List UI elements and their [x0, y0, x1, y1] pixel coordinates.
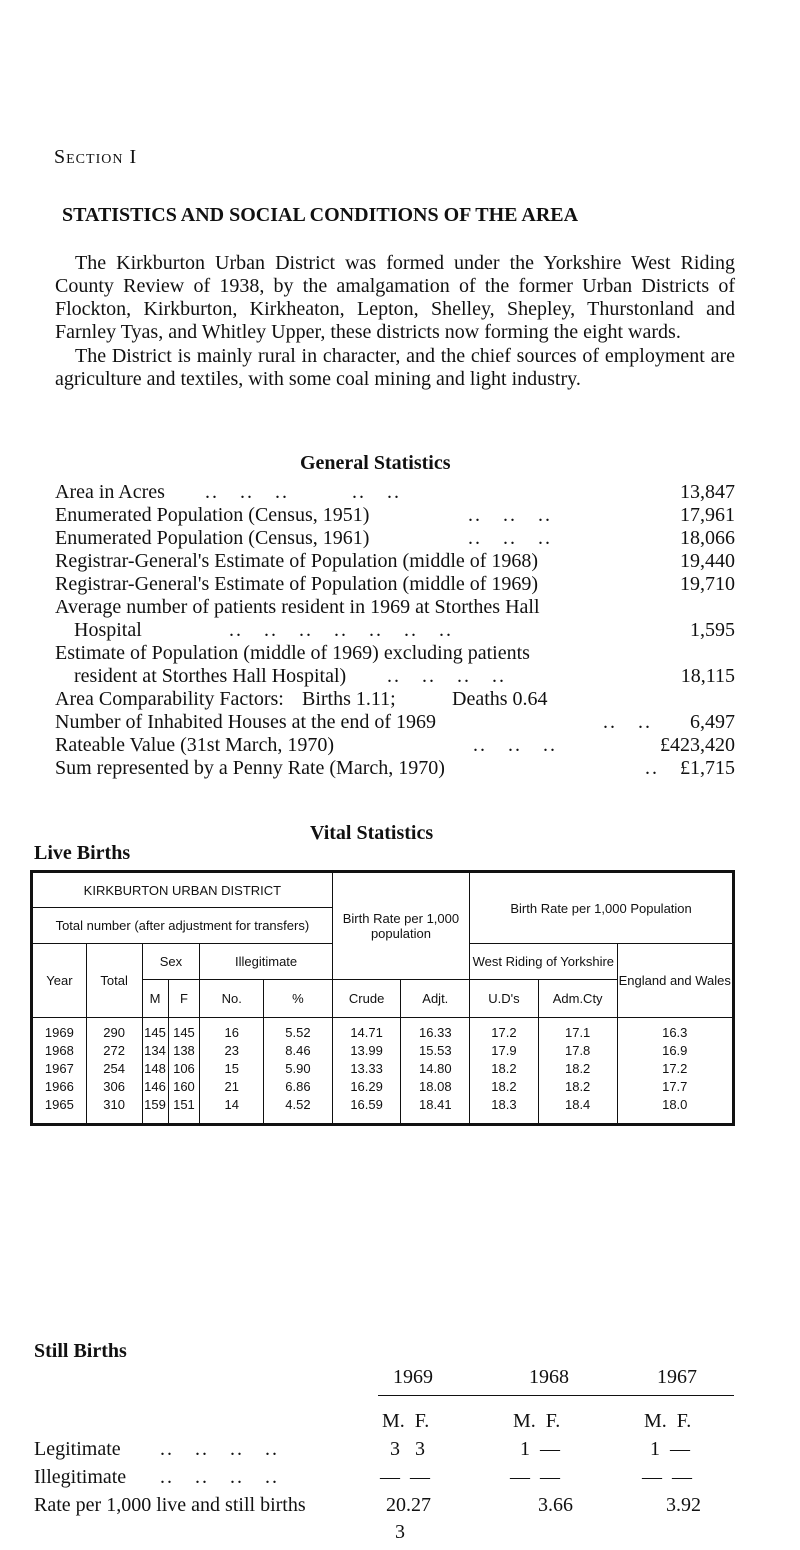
- stat-value: 13,847: [680, 481, 735, 503]
- stat-value: 19,710: [680, 573, 735, 595]
- birth-rate-pop-header: Birth Rate per 1,000 Population: [470, 872, 734, 944]
- rate-label: Rate per 1,000 live and still births: [34, 1494, 306, 1516]
- stat-label: Number of Inhabited Houses at the end of 1969: [55, 711, 437, 733]
- stat-label: Rateable Value (31st March, 1970): [55, 734, 334, 756]
- england-wales-header: England and Wales: [617, 944, 733, 1018]
- england-wales-column: 16.3 16.9 17.2 17.7 18.0: [617, 1018, 733, 1125]
- leader-dots: .. ..: [603, 711, 652, 733]
- stat-penny-rate: [55, 757, 735, 780]
- pct-header: %: [264, 980, 333, 1018]
- stat-label: Enumerated Population (Census, 1961): [55, 527, 370, 549]
- leader-dots: .. .. .. ..: [160, 1438, 279, 1460]
- west-riding-header: West Riding of Yorkshire: [470, 944, 617, 980]
- stat-label: Average number of patients resident in 1969 at Storthes Hall: [55, 596, 540, 618]
- stat-hospital: [55, 619, 735, 642]
- stat-hospital-line1: [55, 596, 735, 619]
- stat-label: Estimate of Population (middle of 1969) excluding patients: [55, 642, 530, 664]
- leader-dots: ..: [645, 757, 659, 779]
- crude-column: 14.71 13.99 13.33 16.29 16.59: [332, 1018, 401, 1125]
- rate-1969: 20.27: [386, 1494, 431, 1516]
- stat-area: [55, 481, 735, 504]
- stat-value: 17,961: [680, 504, 735, 526]
- page-title: STATISTICS AND SOCIAL CONDITIONS OF THE AREA: [62, 204, 579, 226]
- year-1969: 1969: [393, 1366, 433, 1388]
- crude-header: Crude: [332, 980, 401, 1018]
- leader-dots: .. .. ..: [473, 734, 557, 756]
- general-statistics-heading: General Statistics: [300, 452, 451, 474]
- stat-label: Enumerated Population (Census, 1951): [55, 504, 370, 526]
- stat-value: 19,440: [680, 550, 735, 572]
- rate-1967: 3.92: [666, 1494, 701, 1516]
- leader-dots: .. .. .. .. ..: [205, 481, 401, 503]
- stat-deaths-factor: Deaths 0.64: [452, 688, 548, 710]
- live-births-heading: Live Births: [34, 842, 131, 864]
- year-1967: 1967: [657, 1366, 697, 1388]
- stat-estimate-1968: [55, 550, 735, 573]
- birth-rate-header: Birth Rate per 1,000 population: [332, 872, 469, 980]
- section-label: Section I: [54, 146, 138, 168]
- rate-1968: 3.66: [538, 1494, 573, 1516]
- leader-dots: .. .. .. ..: [160, 1466, 279, 1488]
- legitimate-1967: 1 —: [650, 1438, 690, 1460]
- admcty-header: Adm.Cty: [538, 980, 617, 1018]
- uds-header: U.D's: [470, 980, 539, 1018]
- total-header: Total: [86, 944, 142, 1018]
- mf-1969: M. F.: [382, 1410, 430, 1432]
- stat-label: resident at Storthes Hall Hospital): [74, 665, 347, 687]
- year-rule: [378, 1395, 734, 1396]
- stat-value: 1,595: [690, 619, 735, 641]
- stat-estimate-1969: [55, 573, 735, 596]
- f-header: F: [168, 980, 200, 1018]
- stat-label: Area Comparability Factors:: [55, 688, 284, 710]
- admcty-column: 17.1 17.8 18.2 18.2 18.4: [538, 1018, 617, 1125]
- m-header: M: [142, 980, 168, 1018]
- f-column: 145 138 106 160 151: [168, 1018, 200, 1125]
- illegitimate-1969: — —: [380, 1466, 430, 1488]
- stat-houses: [55, 711, 735, 734]
- page-number: 3: [395, 1521, 405, 1543]
- legitimate-label: Legitimate: [34, 1438, 121, 1460]
- paragraph-1: The Kirkburton Urban District was formed under the Yorkshire West Riding County Review of 1938, by the amalgamation of the former Urban Districts of Flockton, Kirkburton, Kirkheaton, Lepton, Shelley, Shepley, Thurstonland and Farnley Tyas, and Whitley Upper, these districts now forming the eight wards.: [55, 252, 735, 343]
- total-column: 290 272 254 306 310: [86, 1018, 142, 1125]
- district-header: KIRKBURTON URBAN DISTRICT: [32, 872, 333, 908]
- illegitimate-header: Illegitimate: [200, 944, 332, 980]
- illegitimate-1968: — —: [510, 1466, 560, 1488]
- leader-dots: .. .. .. ..: [387, 665, 506, 687]
- stat-births-factor: Births 1.11;: [302, 688, 396, 710]
- adjt-header: Adjt.: [401, 980, 470, 1018]
- stat-value: £1,715: [680, 757, 735, 779]
- legitimate-1969: 3 3: [390, 1438, 425, 1460]
- stat-label: Hospital: [74, 619, 142, 641]
- stat-excluding-line1: [55, 642, 735, 665]
- year-column: 1969 1968 1967 1966 1965: [32, 1018, 87, 1125]
- illegitimate-label: Illegitimate: [34, 1466, 127, 1488]
- stat-value: 6,497: [690, 711, 735, 733]
- illegitimate-1967: — —: [642, 1466, 692, 1488]
- stat-label: Area in Acres: [55, 481, 165, 503]
- mf-1968: M. F.: [513, 1410, 561, 1432]
- stat-rateable: [55, 734, 735, 757]
- vital-statistics-heading: Vital Statistics: [310, 822, 434, 844]
- year-header: Year: [32, 944, 87, 1018]
- stat-excluding: [55, 665, 735, 688]
- illegitimate-no-column: 16 23 15 21 14: [200, 1018, 264, 1125]
- mf-1967: M. F.: [644, 1410, 692, 1432]
- sex-header: Sex: [142, 944, 200, 980]
- stat-label: Registrar-General's Estimate of Population (middle of 1969): [55, 573, 539, 595]
- live-births-table: [30, 870, 735, 1126]
- no-header: No.: [200, 980, 264, 1018]
- legitimate-1968: 1 —: [520, 1438, 560, 1460]
- illegitimate-pct-column: 5.52 8.46 5.90 6.86 4.52: [264, 1018, 333, 1125]
- stat-label: Registrar-General's Estimate of Population (middle of 1968): [55, 550, 539, 572]
- still-births-heading: Still Births: [34, 1340, 127, 1362]
- stat-value: 18,066: [680, 527, 735, 549]
- stat-census-1951: [55, 504, 735, 527]
- m-column: 145 134 148 146 159: [142, 1018, 168, 1125]
- intro-text: [55, 252, 735, 391]
- stat-value: £423,420: [660, 734, 735, 756]
- total-number-header: Total number (after adjustment for transfers): [32, 908, 333, 944]
- stat-census-1961: [55, 527, 735, 550]
- paragraph-2: The District is mainly rural in character, and the chief sources of employment are agriculture and textiles, with some coal mining and light industry.: [55, 345, 735, 390]
- leader-dots: .. .. ..: [468, 527, 552, 549]
- year-1968: 1968: [529, 1366, 569, 1388]
- stat-comparability: [55, 688, 735, 711]
- stat-label: Sum represented by a Penny Rate (March, 1970): [55, 757, 445, 779]
- uds-column: 17.2 17.9 18.2 18.2 18.3: [470, 1018, 539, 1125]
- stat-value: 18,115: [680, 665, 735, 687]
- leader-dots: .. .. ..: [468, 504, 552, 526]
- leader-dots: .. .. .. .. .. .. ..: [229, 619, 453, 641]
- adjt-column: 16.33 15.53 14.80 18.08 18.41: [401, 1018, 470, 1125]
